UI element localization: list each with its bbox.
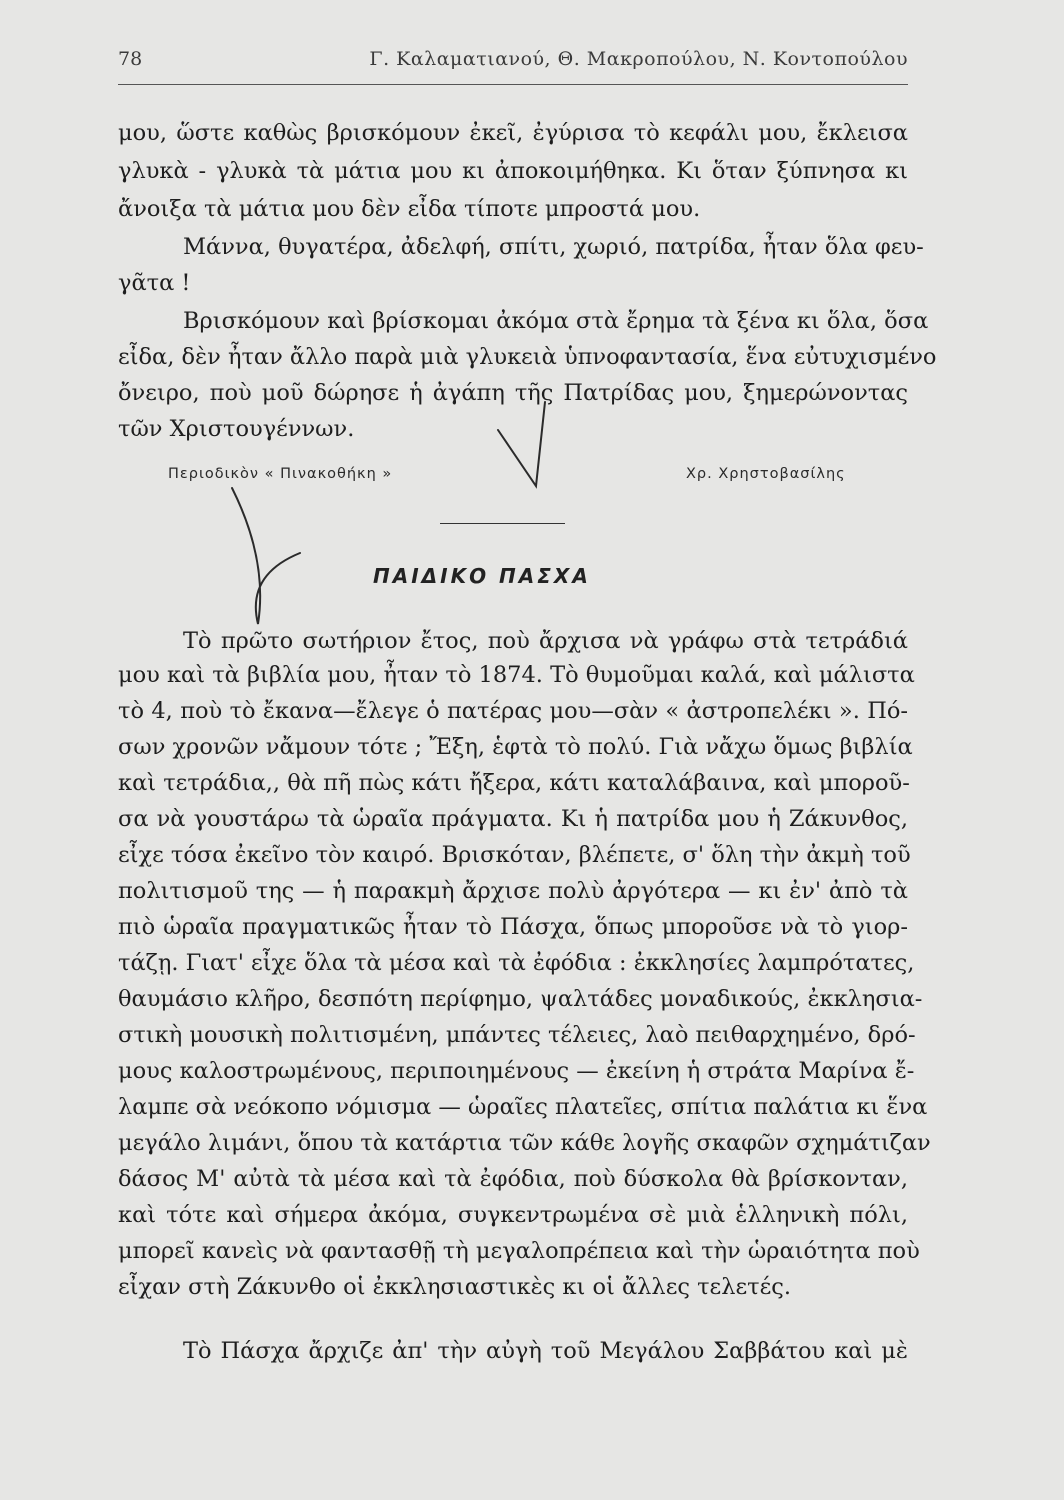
author-credit: Χρ. Χρηστοβασίλης xyxy=(686,466,846,482)
text-line: τάζῃ. Γιατ' εἶχε ὅλα τὰ μέσα καὶ τὰ ἐφόδια : ἐκκλησίες λαμπρότατες, xyxy=(118,950,915,976)
text-line: σα νὰ γουστάρω τὰ ὡραῖα πράγματα. Κι ἡ πατρίδα μου ἡ Ζάκυνθος, xyxy=(118,806,908,832)
text-line: εἶδα, δὲν ἦταν ἄλλο παρὰ μιὰ γλυκειὰ ὑπνοφαντασία, ἕνα εὐτυχισμένο xyxy=(118,344,937,370)
text-line: εἶχε τόσα ἐκεῖνο τὸν καιρό. Βρισκόταν, βλέπετε, σ' ὅλη τὴν ἀκμὴ τοῦ xyxy=(118,842,911,868)
text-line: εἶχαν στὴ Ζάκυνθο οἱ ἐκκλησιαστικὲς κι οἱ ἄλλες τελετές. xyxy=(118,1274,791,1300)
text-line: τῶν Χριστουγέννων. xyxy=(118,416,355,442)
text-line: λαμπε σὰ νεόκοπο νόμισμα — ὡραῖες πλατεῖες, σπίτια παλάτια κι ἕνα xyxy=(118,1094,928,1120)
text-line: Μάννα, θυγατέρα, ἀδελφή, σπίτι, χωριό, πατρίδα, ἦταν ὅλα φευ- xyxy=(183,234,924,260)
source-credit: Περιοδικὸν « Πινακοθήκη » xyxy=(168,466,393,482)
text-line: Τὸ Πάσχα ἄρχιζε ἀπ' τὴν αὐγὴ τοῦ Μεγάλου Σαββάτου καὶ μὲ xyxy=(183,1338,908,1364)
text-line: Βρισκόμουν καὶ βρίσκομαι ἀκόμα στὰ ἔρημα τὰ ξένα κι ὅλα, ὅσα xyxy=(183,308,929,334)
text-line: πολιτισμοῦ της — ἡ παρακμὴ ἄρχισε πολὺ ἀργότερα — κι ἐν' ἀπὸ τὰ xyxy=(118,878,908,904)
text-line: σων χρονῶν νἄμουν τότε ; Ἔξη, ἑφτὰ τὸ πολύ. Γιὰ νἄχω ὅμως βιβλία xyxy=(118,734,913,760)
text-line: θαυμάσιο κλῆρο, δεσπότη περίφημο, ψαλτάδες μοναδικούς, ἐκκλησια- xyxy=(118,986,923,1012)
text-line: πιὸ ὡραῖα πραγματικῶς ἦταν τὸ Πάσχα, ὅπως μποροῦσε νὰ τὸ γιορ- xyxy=(118,914,908,940)
text-line: δάσος Μ' αὐτὰ τὰ μέσα καὶ τὰ ἐφόδια, ποὺ δύσκολα θὰ βρίσκονταν, xyxy=(118,1166,908,1192)
check-mark-icon xyxy=(232,488,300,624)
text-line: ὄνειρο, ποὺ μοῦ δώρησε ἡ ἀγάπη τῆς Πατρίδας μου, ξημερώνοντας xyxy=(118,380,908,406)
text-line: μπορεῖ κανεὶς νὰ φαντασθῇ τὴ μεγαλοπρέπεια καὶ τὴν ὡραιότητα ποὺ xyxy=(118,1238,920,1264)
text-line: μεγάλο λιμάνι, ὅπου τὰ κατάρτια τῶν κάθε λογῆς σκαφῶν σχημάτιζαν xyxy=(118,1130,931,1156)
text-line: γλυκὰ - γλυκὰ τὰ μάτια μου κι ἀποκοιμήθηκα. Κι ὅταν ξύπνησα κι xyxy=(118,158,908,184)
text-line: μους καλοστρωμένους, περιποιημένους — ἐκείνη ἡ στράτα Μαρίνα ἔ- xyxy=(118,1058,915,1084)
section-title: ΠΑΙΔΙΚΟ ΠΑΣΧΑ xyxy=(373,564,591,588)
text-line: καὶ τότε καὶ σήμερα ἀκόμα, συγκεντρωμένα σὲ μιὰ ἑλληνικὴ πόλι, xyxy=(118,1202,908,1228)
text-line: Τὸ πρῶτο σωτήριον ἔτος, ποὺ ἄρχισα νὰ γράφω στὰ τετράδιά xyxy=(183,628,908,654)
text-line: τὸ 4, ποὺ τὸ ἔκανα—ἔλεγε ὁ πατέρας μου—σὰν « ἀστροπελέκι ». Πό- xyxy=(118,698,908,724)
text-line: καὶ τετράδια,, θὰ πῆ πὼς κάτι ἤξερα, κάτι καταλάβαινα, καὶ μποροῦ- xyxy=(118,770,910,796)
text-line: μου καὶ τὰ βιβλία μου, ἦταν τὸ 1874. Τὸ θυμοῦμαι καλά, καὶ μάλιστα xyxy=(118,662,915,688)
text-line: ἄνοιξα τὰ μάτια μου δὲν εἶδα τίποτε μπροστά μου. xyxy=(118,196,701,222)
text-line: στικὴ μουσικὴ πολιτισμένη, μπάντες τέλειες, λαὸ πειθαρχημένο, δρό- xyxy=(118,1022,916,1048)
running-head: Γ. Καλαματιανού, Θ. Μακροπούλου, Ν. Κοντοπούλου xyxy=(369,48,908,70)
text-line: μου, ὥστε καθὼς βρισκόμουν ἐκεῖ, ἐγύρισα τὸ κεφάλι μου, ἔκλεισα xyxy=(118,120,908,146)
text-line: γᾶτα ! xyxy=(118,270,191,296)
check-mark-icon xyxy=(498,402,545,486)
page-number: 78 xyxy=(118,48,143,70)
